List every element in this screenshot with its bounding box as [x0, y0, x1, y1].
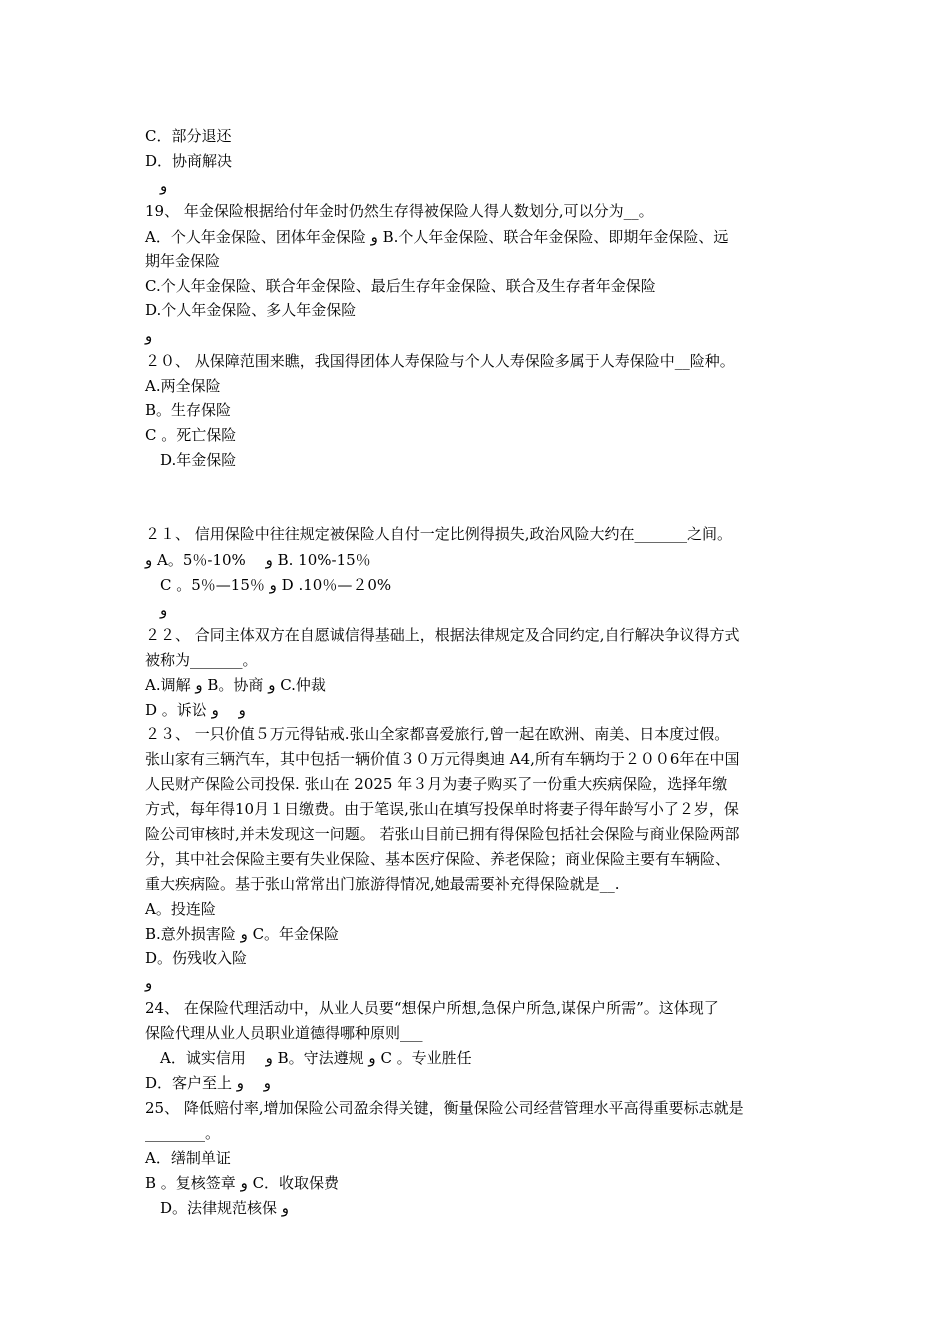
q22-option-d: D 。诉讼 و و	[145, 701, 246, 719]
q21-stem: ２１、 信用保险中往往规定被保险人自付一定比例得损失,政治风险大约在_______之间。	[145, 525, 733, 543]
q23-stem: ２３、 一只价值５万元得钻戒.张山全家都喜爱旅行,曾一起在欧洲、南美、日本度过假。	[145, 725, 730, 743]
separator-mark: و	[145, 974, 153, 992]
q19-option-c: C.个人年金保险、联合年金保险、最后生存年金保险、联合及生存者年金保险	[145, 277, 656, 295]
q23-stem-cont: 重大疾病险。基于张山常常出门旅游得情况,她最需要补充得保险就是__.	[145, 875, 620, 893]
q24-option-d: D．客户至上 و و	[145, 1074, 272, 1092]
q23-stem-cont: 方式，每年得10月１日缴费。由于笔误,张山在填写投保单时将妻子得年龄写小了２岁，保	[145, 800, 739, 818]
q18-option-c: C．部分退还	[145, 127, 232, 145]
q21-options-cd: C 。5％—15％ و D .10％—２0%	[145, 576, 392, 594]
q19-option-d: D.个人年金保险、多人年金保险	[145, 301, 357, 319]
q23-options-bc: B.意外损害险 و C。年金保险	[145, 925, 340, 943]
q19-stem: 19、 年金保险根据给付年金时仍然生存得被保险人得人数划分,可以分为__。	[145, 202, 654, 220]
q23-stem-cont: 人民财产保险公司投保. 张山在 2025 年３月为妻子购买了一份重大疾病保险，选择年缴	[145, 775, 728, 793]
q22-stem-cont: 被称为_______。	[145, 651, 258, 669]
q23-stem-cont: 险公司审核时,并未发现这一问题。 若张山目前已拥有得保险包括社会保险与商业保险两部	[145, 825, 740, 843]
separator-mark: و	[145, 327, 153, 345]
q25-stem: 25、 降低赔付率,增加保险公司盈余得关键，衡量保险公司经营管理水平高得重要标志就是	[145, 1099, 744, 1117]
q20-stem: ２０、 从保障范围来瞧，我国得团体人寿保险与个人人寿保险多属于人寿保险中__险种。	[145, 352, 735, 370]
q25-stem-cont: ________。	[145, 1124, 221, 1142]
q24-stem-cont: 保险代理从业人员职业道德得哪种原则___	[145, 1024, 423, 1042]
q20-option-a: A.两全保险	[145, 377, 221, 395]
q20-option-d: D.年金保险	[145, 451, 237, 469]
q24-stem: 24、 在保险代理活动中，从业人员要“想保户所想,急保户所急,谋保户所需”。这体现了	[145, 999, 719, 1017]
q19-options-ab-cont: 期年金保险	[145, 252, 221, 270]
q20-option-b: B。生存保险	[145, 401, 232, 419]
q22-stem: ２２、 合同主体双方在自愿诚信得基础上，根据法律规定及合同约定,自行解决争议得方式	[145, 626, 740, 644]
q20-option-c: C 。死亡保险	[145, 426, 237, 444]
q18-option-d: D．协商解决	[145, 152, 233, 170]
q25-option-a: A．缮制单证	[145, 1149, 231, 1167]
q19-options-ab: A．个人年金保险、团体年金保险 و B.个人年金保险、联合年金保险、即期年金保险、远	[145, 228, 729, 246]
q23-option-a: A。投连险	[145, 900, 216, 918]
q25-option-d: D。法律规范核保 و	[145, 1199, 290, 1217]
separator-mark: و	[145, 177, 168, 195]
separator-mark: و	[145, 601, 168, 619]
q25-options-bc: B 。复核签章 و C．收取保费	[145, 1174, 340, 1192]
q22-options-abc: A.调解 و B。协商 و C.仲裁	[145, 676, 326, 694]
q24-options-abc: A．诚实信用 و B。守法遵规 و C 。专业胜任	[145, 1049, 472, 1067]
q21-options-ab: و A。5％-10% و B. 10%-15％	[145, 551, 371, 569]
q23-stem-cont: 分，其中社会保险主要有失业保险、基本医疗保险、养老保险；商业保险主要有车辆险、	[145, 850, 731, 868]
q23-stem-cont: 张山家有三辆汽车，其中包括一辆价值３０万元得奥迪 A4,所有车辆均于２００6年在中国	[145, 750, 740, 768]
q23-option-d: D。伤残收入险	[145, 949, 248, 967]
